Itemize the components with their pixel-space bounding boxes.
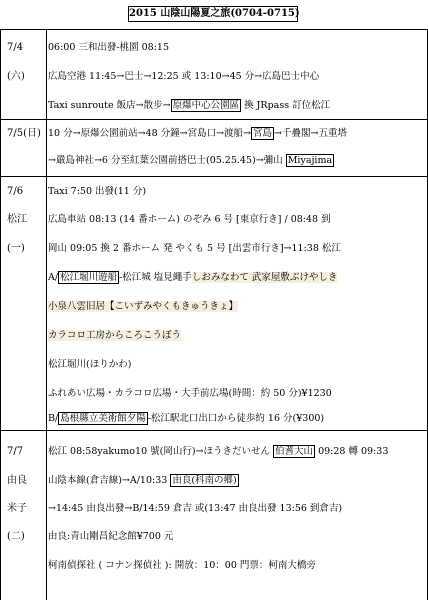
- line-text: B/: [48, 413, 59, 424]
- line-text: ふれあい広場・カラコロ広場・大手前広場(時間：約 50 分)¥1230: [48, 388, 332, 399]
- boxed-place: 島根縣立美術館夕陽: [60, 413, 146, 424]
- line-text: 06:00 三和出發-桃園 08:15: [48, 42, 170, 53]
- column-divider: [46, 29, 47, 600]
- page-title: 2015 山陰山陽夏之旅(0704-0715): [128, 6, 298, 22]
- itinerary-line: [48, 388, 332, 400]
- line-text: 10 分→原爆公園前站→48 分鐘→宮島口→渡船→: [48, 128, 252, 139]
- line-text: -松江駅北口出口から徒歩約 16 分(¥300): [147, 413, 325, 424]
- day-weekday: (一): [7, 243, 25, 254]
- boxed-place: Miyajima: [287, 155, 333, 166]
- table-top-border: [0, 29, 428, 30]
- line-text: 広島空港 11:45→巴士→12:25 或 13:10→45 分→広島巴士中心: [48, 71, 320, 82]
- row-divider: [0, 176, 428, 177]
- line-text: 山陰本線(倉吉線)→A/10:33: [48, 475, 171, 486]
- itinerary-line: [48, 42, 169, 54]
- day-date: 7/5(日): [7, 128, 41, 139]
- itinerary-line: [48, 100, 330, 112]
- boxed-place: 松江堀川遊船: [60, 272, 118, 283]
- day-date: 7/7: [7, 446, 24, 457]
- highlighted-text: 小泉八雲旧居【こいずみやくもきゅうきょ】: [48, 301, 239, 312]
- line-text: Taxi 7:50 出發(11 分): [48, 186, 147, 197]
- line-text: 由良:青山剛昌紀念館¥700 元: [48, 531, 174, 542]
- line-text: →千疊閣→五重塔: [274, 128, 347, 139]
- line-text: 松江堀川(ほりかわ): [48, 359, 132, 370]
- line-text: →嚴島神社→6 分至紅葉公園前搭巴士(05.25.45)→彌山: [48, 155, 286, 166]
- itinerary-line: [48, 503, 342, 515]
- line-text: →14:45 由良出發→B/14:59 倉吉 或(13:47 由良出發 13:56 到倉吉): [48, 503, 343, 514]
- itinerary-line: [48, 243, 341, 255]
- day-weekday: (二): [7, 531, 25, 542]
- day-city: 松江: [7, 214, 27, 225]
- itinerary-line: [48, 128, 347, 140]
- itinerary-line: [48, 560, 316, 572]
- line-text: 柯南偵探社 ( コナン探偵社 ): 開放：10：00 門票：柯南大橋旁: [48, 560, 316, 571]
- boxed-place: 伯耆大山: [275, 446, 314, 457]
- itinerary-line: [48, 330, 181, 342]
- itinerary-line: [48, 301, 238, 313]
- itinerary-line: [48, 413, 324, 425]
- boxed-place: 宮島: [253, 128, 273, 139]
- line-text: -松江城 塩見繩手: [119, 272, 192, 283]
- line-text: 松江 08:58yakumo10 號(岡山行)→ほうきだいせん: [48, 446, 274, 457]
- itinerary-line: [48, 531, 173, 543]
- itinerary-line: [48, 186, 146, 198]
- day-weekday: (六): [7, 71, 25, 82]
- line-text: A/: [48, 272, 59, 283]
- line-text: 09:28 轉 09:33: [315, 446, 389, 457]
- highlighted-text: しおみなわて 武家屋敷ぶけやしき: [191, 272, 338, 283]
- row-divider: [0, 119, 428, 120]
- itinerary-line: [48, 272, 337, 284]
- day-date: 7/6: [7, 186, 24, 197]
- itinerary-line: [48, 475, 239, 487]
- itinerary-line: [48, 71, 319, 83]
- row-divider: [0, 430, 428, 431]
- line-text: Taxi sunroute 飯店→散步→: [48, 100, 171, 111]
- itinerary-line: [48, 446, 388, 458]
- highlighted-text: カラコロ工房からころこうぼう: [48, 330, 182, 341]
- itinerary-line: [48, 359, 131, 371]
- day-city: 由良: [7, 475, 27, 486]
- day-date: 7/4: [7, 42, 24, 53]
- line-text: 広島車站 08:13 (14 番ホーム) のぞみ 6 号 [東京行き] / 08:48 到: [48, 214, 331, 225]
- line-text: 換 JRpass 訂位松江: [241, 100, 331, 111]
- itinerary-line: [48, 214, 331, 226]
- boxed-place: 由良(科南の郷): [172, 475, 237, 486]
- day-city: 米子: [7, 503, 27, 514]
- table-left-border: [0, 29, 1, 600]
- line-text: 岡山 09:05 換 2 番ホーム 発 やくも 5 号 [出雲市行き]→11:38 松江: [48, 243, 341, 254]
- itinerary-line: [48, 155, 334, 167]
- boxed-place: 原爆中心公園區: [172, 100, 240, 111]
